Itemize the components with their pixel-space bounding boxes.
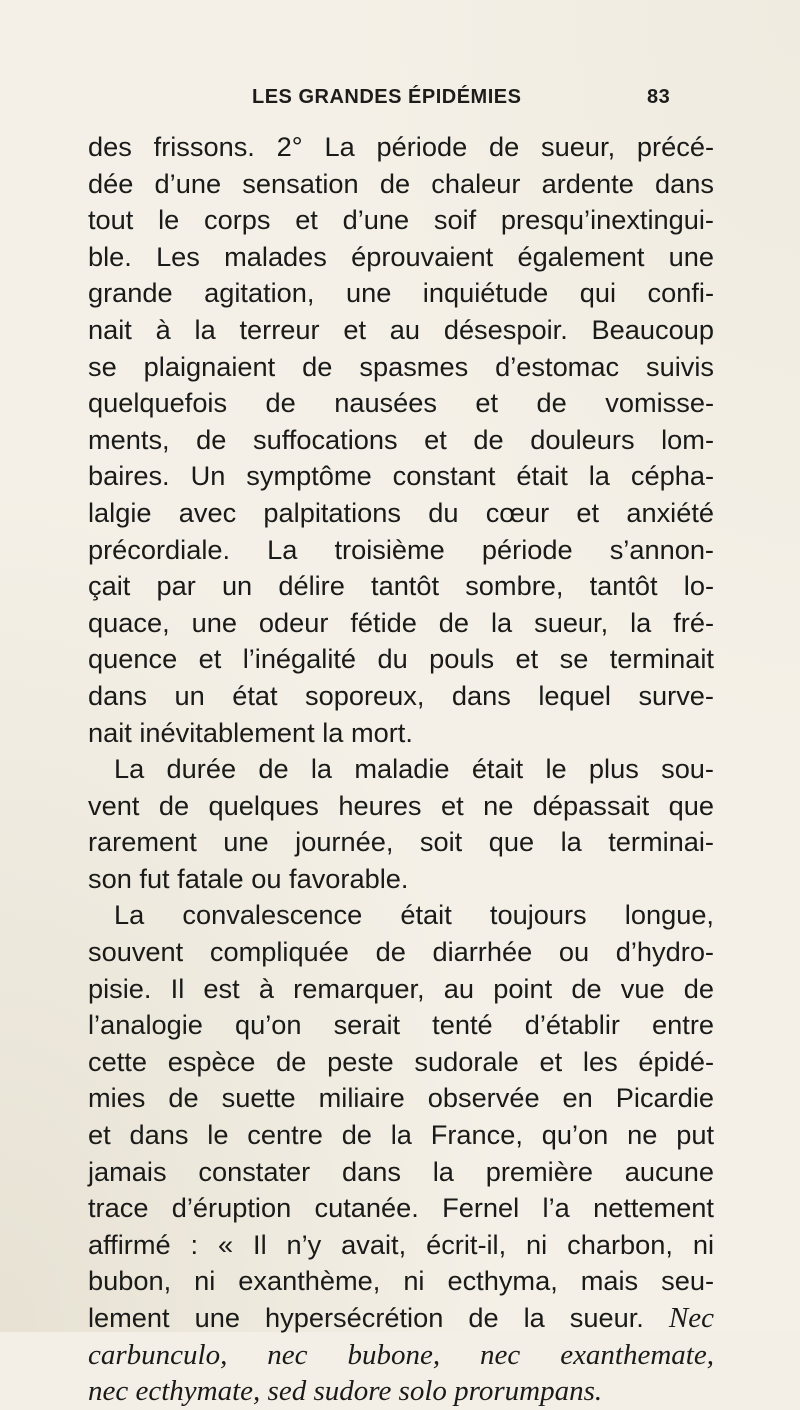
latin-quote-start: Nec: [668, 1302, 714, 1334]
text-line: nait inévitablement la mort.: [88, 716, 413, 748]
text-line: ble. Les malades éprouvaient également une: [88, 240, 714, 272]
text-line-with-latin: [88, 1300, 714, 1337]
text-line: rarement une journée, soit que la terminai-: [88, 826, 714, 858]
text-line: mies de suette miliaire observée en Picardie: [88, 1082, 714, 1114]
text-line: baires. Un symptôme constant était la cépha-: [88, 460, 714, 492]
text-line: quace, une odeur fétide de la sueur, la fré-: [88, 606, 714, 638]
latin-quote-line: nec ecthymate, sed sudore solo prorumpans.: [88, 1375, 603, 1408]
text-line: des frissons. 2° La période de sueur, précé-: [88, 131, 714, 162]
text-line: nait à la terreur et au désespoir. Beaucoup: [88, 313, 714, 345]
text-line: çait par un délire tantôt sombre, tantôt lo-: [88, 570, 714, 602]
text-line: La convalescence était toujours longue,: [114, 899, 714, 931]
text-segment: lement une hypersécrétion de la sueur.: [88, 1302, 644, 1333]
text-line: se plaignaient de spasmes d’estomac suivis: [88, 350, 714, 382]
text-line: trace d’éruption cutanée. Fernel l’a nettement: [88, 1192, 714, 1224]
text-line: jamais constater dans la première aucune: [88, 1155, 714, 1187]
text-line: lalgie avec palpitations du cœur et anxiété: [88, 496, 714, 528]
text-line: bubon, ni exanthème, ni ecthyma, mais seu-: [88, 1265, 714, 1297]
text-line: précordiale. La troisième période s’annon-: [88, 533, 714, 565]
text-line: ments, de suffocations et de douleurs lom-: [88, 423, 714, 455]
latin-quote-line: carbunculo, nec bubone, nec exanthemate,: [88, 1338, 714, 1371]
body-text: [88, 129, 714, 1410]
page-number: 83: [647, 86, 671, 108]
text-line: tout le corps et d’une soif presqu’inextingui-: [88, 204, 714, 236]
text-line: vent de quelques heures et ne dépassait que: [88, 789, 714, 821]
running-head: LES GRANDES ÉPIDÉMIES: [252, 86, 522, 108]
text-line: dée d’une sensation de chaleur ardente dans: [88, 167, 714, 199]
text-line: grande agitation, une inquiétude qui confi-: [88, 277, 714, 309]
text-line: dans un état soporeux, dans lequel surve-: [88, 679, 714, 711]
text-line: affirmé : « Il n’y avait, écrit-il, ni charbon, ni: [88, 1228, 714, 1260]
text-line: pisie. Il est à remarquer, au point de vue de: [88, 972, 714, 1004]
text-line: son fut fatale ou favorable.: [88, 862, 409, 894]
text-line: La durée de la maladie était le plus sou-: [114, 753, 714, 785]
text-line: souvent compliquée de diarrhée ou d’hydro-: [88, 936, 714, 968]
text-line: quelquefois de nausées et de vomisse-: [88, 387, 714, 419]
text-line: et dans le centre de la France, qu’on ne put: [88, 1119, 714, 1151]
text-line: cette espèce de peste sudorale et les épidé-: [88, 1045, 714, 1077]
page-header: [0, 86, 800, 116]
text-line: l’analogie qu’on serait tenté d’établir entre: [88, 1009, 714, 1041]
text-line: quence et l’inégalité du pouls et se terminait: [88, 643, 714, 675]
